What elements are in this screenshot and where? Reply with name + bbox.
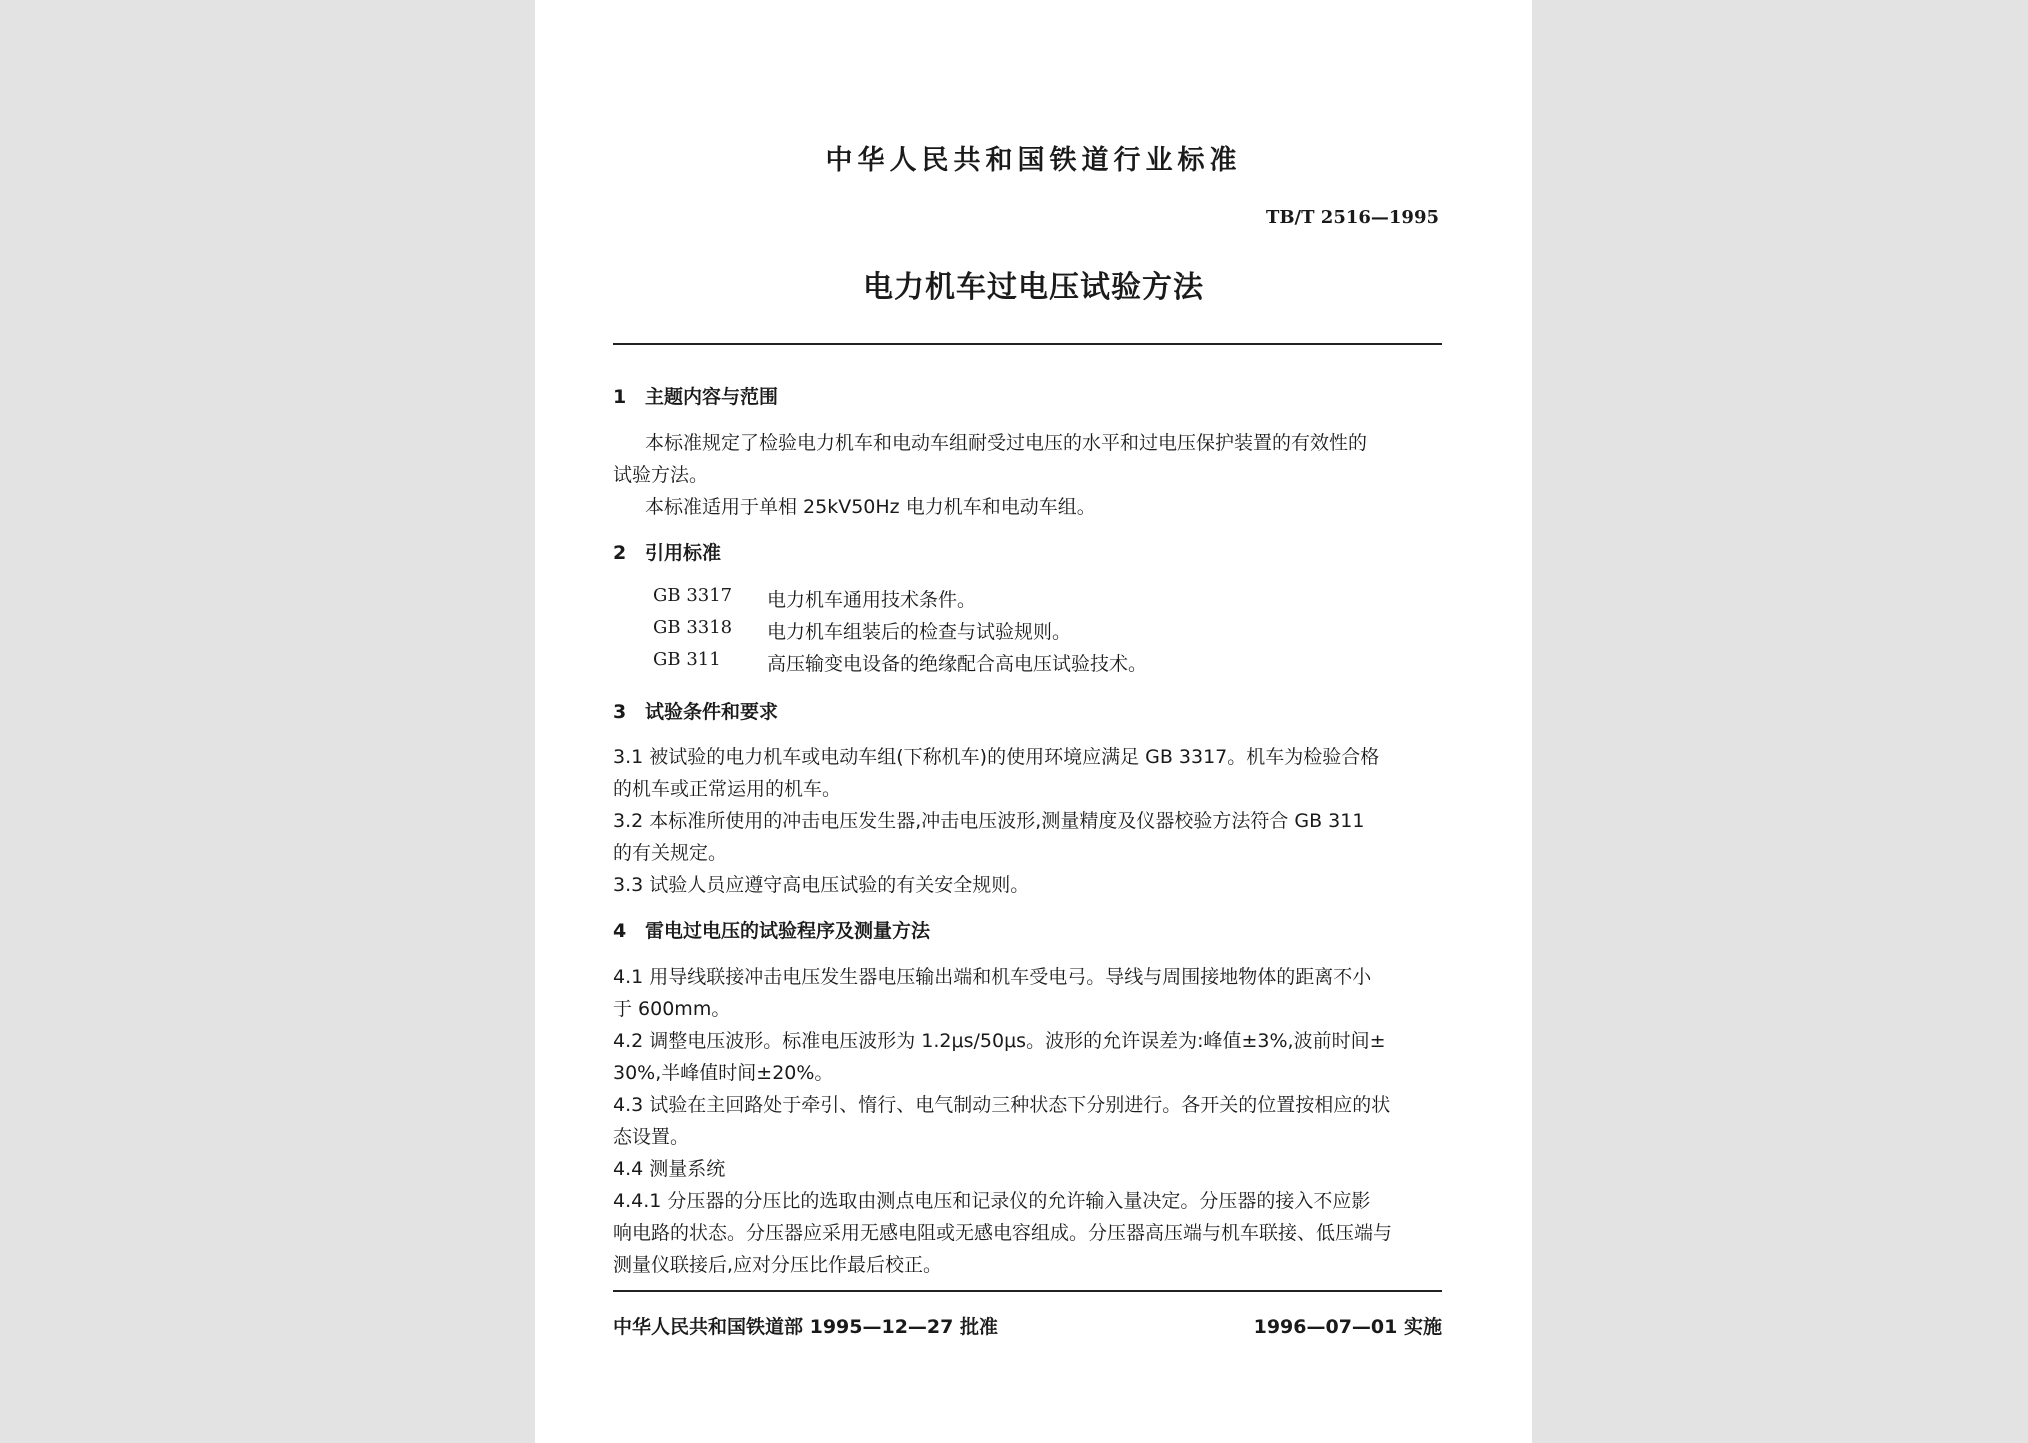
section-number: 2 [613,542,627,564]
clause-line: 3.1 被试验的电力机车或电动车组(下称机车)的使用环境应满足 GB 3317。机车为检验合格 [613,746,1380,768]
section-number: 4 [613,920,627,942]
clause-line: 4.1 用导线联接冲击电压发生器电压输出端和机车受电弓。导线与周围接地物体的距离不小 [613,966,1372,988]
clause-line: 测量仪联接后,应对分压比作最后校正。 [613,1254,943,1276]
reference-title: 电力机车通用技术条件。 [767,589,977,611]
clause-line: 3.2 本标准所使用的冲击电压发生器,冲击电压波形,测量精度及仪器校验方法符合 GB 311 [613,810,1365,832]
clause-line: 的有关规定。 [613,842,728,864]
title-rule [613,343,1442,345]
reference-title: 高压输变电设备的绝缘配合高电压试验技术。 [767,653,1148,675]
reference-code: GB 3317 [653,585,733,606]
approval-note: 中华人民共和国铁道部 1995—12—27 批准 [613,1316,998,1338]
section-4-heading [613,916,930,943]
clause-line: 4.3 试验在主回路处于牵引、惰行、电气制动三种状态下分别进行。各开关的位置按相应的状 [613,1094,1391,1116]
reference-code: GB 3318 [653,617,733,638]
section-number: 3 [613,701,627,723]
clause-line: 3.3 试验人员应遵守高电压试验的有关安全规则。 [613,874,1030,896]
document-page [535,0,1532,1443]
paragraph-line: 本标准适用于单相 25kV50Hz 电力机车和电动车组。 [645,496,1096,518]
effective-date: 1996—07—01 实施 [1253,1316,1442,1338]
clause-line: 响电路的状态。分压器应采用无感电阻或无感电容组成。分压器高压端与机车联接、低压端与 [613,1222,1393,1244]
section-title: 引用标准 [645,542,722,564]
paragraph-line: 试验方法。 [613,464,709,486]
clause-line: 4.2 调整电压波形。标准电压波形为 1.2μs/50μs。波形的允许误差为:峰值±3%,波前时间± [613,1030,1386,1052]
clause-line: 4.4.1 分压器的分压比的选取由测点电压和记录仪的允许输入量决定。分压器的接入不应影 [613,1190,1371,1212]
reference-code: GB 311 [653,649,721,670]
section-number: 1 [613,386,627,408]
paragraph-line: 本标准规定了检验电力机车和电动车组耐受过电压的水平和过电压保护装置的有效性的 [645,432,1368,454]
section-title: 试验条件和要求 [645,701,779,723]
standard-code: TB/T 2516—1995 [1265,207,1439,228]
section-2-heading [613,538,721,565]
clause-line: 4.4 测量系统 [613,1158,726,1180]
footer-rule [613,1290,1442,1292]
clause-line: 的机车或正常运用的机车。 [613,778,842,800]
section-title: 主题内容与范围 [645,386,779,408]
section-3-heading [613,697,778,724]
standard-org-header: 中华人民共和国铁道行业标准 [825,145,1242,176]
section-title: 雷电过电压的试验程序及测量方法 [645,920,931,942]
section-1-heading [613,382,778,409]
clause-line: 态设置。 [613,1126,690,1148]
reference-title: 电力机车组装后的检查与试验规则。 [767,621,1072,643]
clause-line: 30%,半峰值时间±20%。 [613,1062,834,1084]
clause-line: 于 600mm。 [613,998,731,1020]
document-title: 电力机车过电压试验方法 [863,270,1204,305]
